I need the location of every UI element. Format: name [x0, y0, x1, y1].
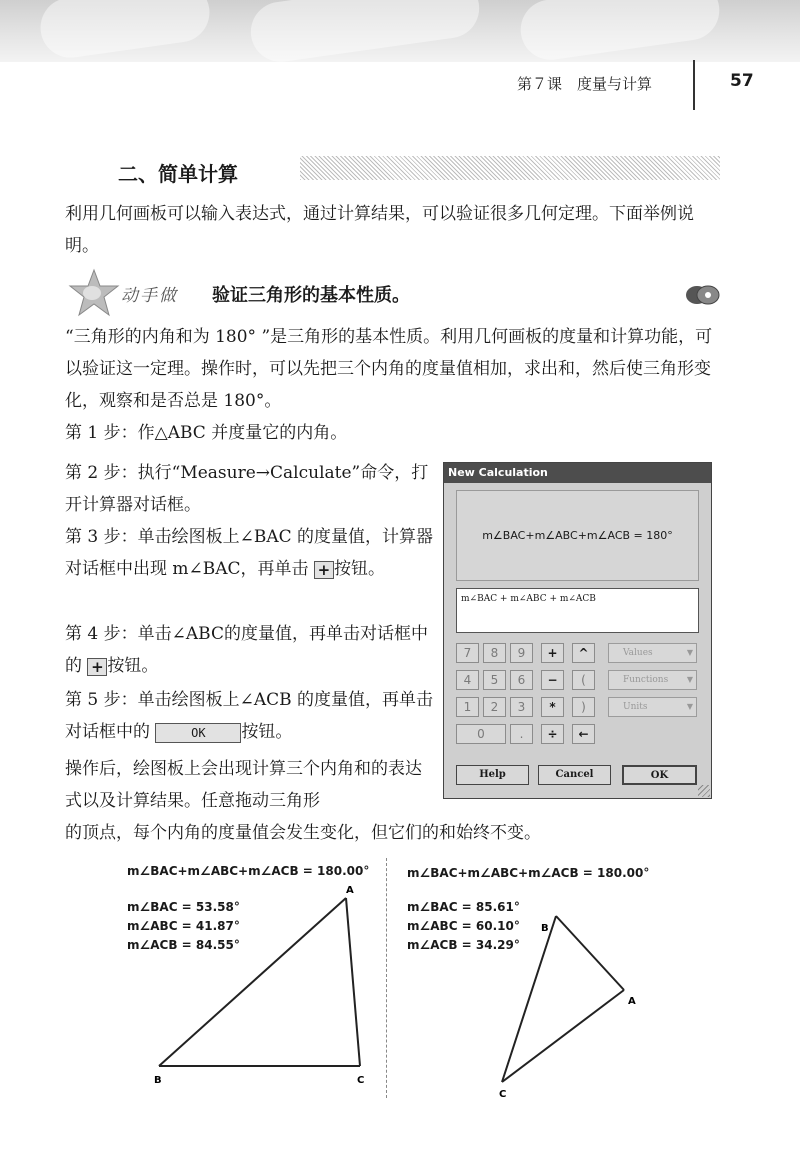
functions-label: Functions: [623, 675, 669, 685]
step-4-suffix: 按钮。: [107, 656, 159, 676]
key-power[interactable]: ^: [572, 643, 595, 663]
left-angle-abc[interactable]: m∠ABC = 41.87°: [127, 919, 240, 933]
activity-title: 验证三角形的基本性质。: [212, 285, 410, 306]
right-triangle[interactable]: [499, 916, 636, 1100]
step-3-suffix: 按钮。: [333, 559, 385, 579]
plus-key-icon: +: [314, 561, 334, 579]
step-3-text: 第 3 步：单击绘图板上∠BAC 的度量值，计算器对话框中出现 m∠BAC，再单击: [65, 527, 434, 579]
key-minus[interactable]: −: [541, 670, 564, 690]
expression-input[interactable]: m∠BAC + m∠ABC + m∠ACB: [456, 588, 699, 633]
key-decimal[interactable]: .: [510, 724, 533, 744]
right-angle-abc[interactable]: m∠ABC = 60.10°: [407, 919, 520, 933]
right-side-ba: [556, 916, 624, 990]
key-1[interactable]: 1: [456, 697, 479, 717]
key-3[interactable]: 3: [510, 697, 533, 717]
key-left-paren[interactable]: (: [572, 670, 595, 690]
activity-label: 动手做: [121, 286, 178, 306]
right-vertex-a[interactable]: A: [628, 996, 636, 1007]
dialog-title: New Calculation: [444, 463, 711, 483]
key-4[interactable]: 4: [456, 670, 479, 690]
step-1: 第 1 步：作△ABC 并度量它的内角。: [65, 423, 348, 443]
left-side-ab: [159, 898, 346, 1066]
after-paragraph: 操作后，绘图板上会出现计算三个内角和的表达式以及计算结果。任意拖动三角形: [65, 759, 422, 811]
left-vertex-c[interactable]: C: [357, 1075, 365, 1086]
key-5[interactable]: 5: [483, 670, 506, 690]
cancel-button[interactable]: Cancel: [538, 765, 611, 785]
chevron-down-icon: ▼: [686, 648, 693, 657]
right-vertex-b[interactable]: B: [541, 923, 549, 934]
help-button[interactable]: Help: [456, 765, 529, 785]
right-vertex-c[interactable]: C: [499, 1089, 507, 1100]
key-2[interactable]: 2: [483, 697, 506, 717]
ok-key-icon: OK: [155, 723, 241, 743]
left-angle-bac[interactable]: m∠BAC = 53.58°: [127, 900, 240, 914]
key-divide[interactable]: ÷: [541, 724, 564, 744]
intro-paragraph: 利用几何画板可以输入表达式，通过计算结果，可以验证很多几何定理。下面举例说明。: [65, 204, 694, 256]
left-side-ac: [346, 898, 360, 1066]
right-sum-measure[interactable]: m∠BAC+m∠ABC+m∠ACB = 180.00°: [407, 866, 650, 880]
key-7[interactable]: 7: [456, 643, 479, 663]
left-sum-measure[interactable]: m∠BAC+m∠ABC+m∠ACB = 180.00°: [127, 864, 370, 878]
key-8[interactable]: 8: [483, 643, 506, 663]
step-4-text: 第 4 步：单击∠ABC的度量值，再单击对话框中的: [65, 624, 428, 676]
calculation-result: m∠BAC+m∠ABC+m∠ACB = 180°: [456, 490, 699, 581]
key-backspace[interactable]: ←: [572, 724, 595, 744]
left-triangle[interactable]: [154, 885, 364, 1086]
values-label: Values: [623, 648, 653, 658]
step-5-suffix: 按钮。: [241, 722, 293, 742]
running-head: 第７课 度量与计算: [517, 75, 653, 93]
left-angle-acb[interactable]: m∠ACB = 84.55°: [127, 938, 240, 952]
right-side-ac: [502, 990, 624, 1082]
activity-paragraph: “三角形的内角和为 180° ”是三角形的基本性质。利用几何画板的度量和计算功能，可以验证这一定理。操作时，可以先把三个内角的度量值相加，求出和，然后使三角形变化，观察和是否总是 180°。: [65, 327, 713, 411]
key-6[interactable]: 6: [510, 670, 533, 690]
units-label: Units: [623, 702, 648, 712]
step-2: 第 2 步：执行“Measure→Calculate”命令，打开计算器对话框。: [65, 463, 429, 515]
plus-key-icon: +: [87, 658, 107, 676]
key-multiply[interactable]: *: [541, 697, 564, 717]
key-right-paren[interactable]: ): [572, 697, 595, 717]
left-vertex-b[interactable]: B: [154, 1075, 162, 1086]
section-title: 二、简单计算: [118, 162, 238, 186]
tail-paragraph: 的顶点，每个内角的度量值会发生变化，但它们的和始终不变。: [65, 823, 541, 843]
chevron-down-icon: ▼: [686, 702, 693, 711]
left-vertex-a[interactable]: A: [346, 885, 354, 896]
chevron-down-icon: ▼: [686, 675, 693, 684]
key-0[interactable]: 0: [456, 724, 506, 744]
right-angle-acb[interactable]: m∠ACB = 34.29°: [407, 938, 520, 952]
key-plus[interactable]: +: [541, 643, 564, 663]
right-angle-bac[interactable]: m∠BAC = 85.61°: [407, 900, 520, 914]
right-side-cb: [502, 916, 556, 1082]
ok-button[interactable]: OK: [622, 765, 697, 785]
step-5-text: 第 5 步：单击绘图板上∠ACB 的度量值，再单击对话框中的: [65, 690, 434, 742]
page-number: 57: [730, 71, 754, 91]
key-9[interactable]: 9: [510, 643, 533, 663]
